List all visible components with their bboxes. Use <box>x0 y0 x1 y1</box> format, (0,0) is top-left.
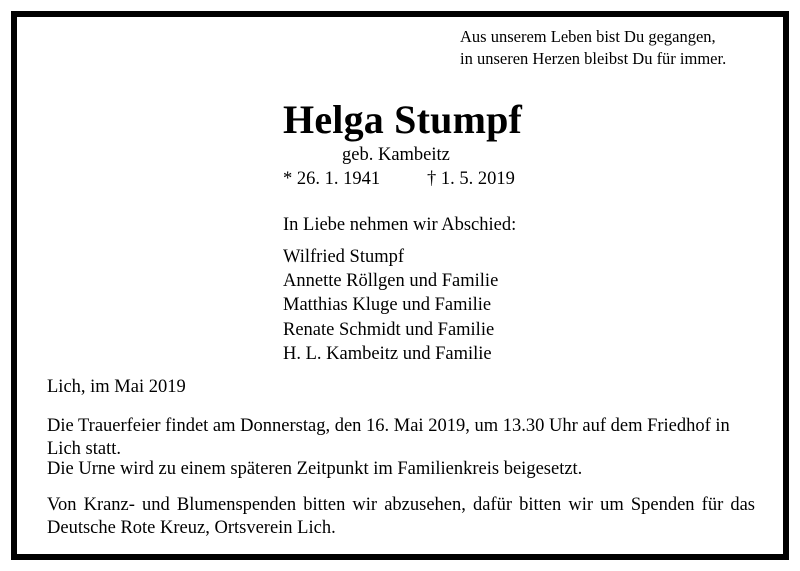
farewell-line: In Liebe nehmen wir Abschied: <box>283 215 517 235</box>
motto-line-2: in unseren Herzen bleibst Du für immer. <box>460 49 727 68</box>
ceremony-notice: Die Trauerfeier findet am Donnerstag, den 16. Mai 2019, um 13.30 Uhr auf dem Friedhof in Lich statt. <box>47 416 730 459</box>
death-date: † 1. 5. 2019 <box>427 169 515 189</box>
mourner-item: Wilfried Stumpf <box>283 247 405 267</box>
mourner-item: Annette Röllgen und Familie <box>283 271 499 292</box>
mourners-list <box>283 245 498 366</box>
birth-date: * 26. 1. 1941 <box>283 169 381 189</box>
motto-line-1: Aus unserem Leben bist Du gegangen, <box>460 27 716 46</box>
place-date: Lich, im Mai 2019 <box>47 377 186 397</box>
urn-notice: Die Urne wird zu einem späteren Zeitpunkt im Familienkreis beigesetzt. <box>47 459 583 479</box>
mourner-item: Matthias Kluge und Familie <box>283 295 492 316</box>
maiden-name: geb. Kambeitz <box>342 145 450 165</box>
motto-quote <box>460 26 750 70</box>
mourner-item: Renate Schmidt und Familie <box>283 319 495 340</box>
donation-notice: Von Kranz- und Blumenspenden bitten wir abzusehen, dafür bitten wir um Spenden für das Deutsche Rote Kreuz, Ortsverein Lich. <box>47 495 755 538</box>
mourner-item: H. L. Kambeitz und Familie <box>283 343 492 364</box>
life-dates <box>283 167 543 191</box>
deceased-name: Helga Stumpf <box>283 97 523 142</box>
